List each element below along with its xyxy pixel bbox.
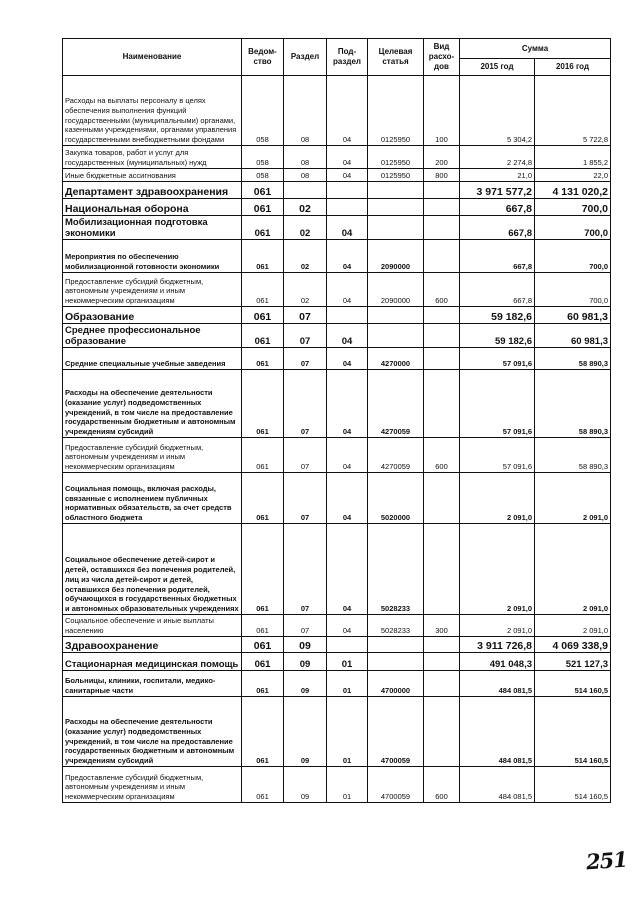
row-name: Образование <box>63 307 242 324</box>
row-sum-2016: 1 855,2 <box>535 146 611 169</box>
row-dept: 061 <box>242 273 284 307</box>
row-target <box>368 653 424 671</box>
row-sum-2016: 58 890,3 <box>535 370 611 438</box>
row-sum-2016: 58 890,3 <box>535 348 611 370</box>
table-row <box>63 348 611 370</box>
row-kind: 200 <box>424 146 460 169</box>
budget-table <box>62 38 611 803</box>
row-sum-2015: 2 091,0 <box>460 615 535 637</box>
row-dept: 061 <box>242 182 284 199</box>
row-kind <box>424 324 460 348</box>
table-row <box>63 199 611 216</box>
row-sum-2015: 59 182,6 <box>460 307 535 324</box>
row-subsection: 04 <box>327 524 368 615</box>
row-sum-2015: 3 911 726,8 <box>460 637 535 653</box>
row-sum-2015: 491 048,3 <box>460 653 535 671</box>
row-dept: 061 <box>242 324 284 348</box>
row-subsection: 04 <box>327 438 368 473</box>
row-dept: 061 <box>242 370 284 438</box>
table-row <box>63 524 611 615</box>
row-subsection: 04 <box>327 273 368 307</box>
row-sum-2015: 57 091,6 <box>460 370 535 438</box>
row-name: Иные бюджетные ассигнования <box>63 169 242 182</box>
row-section: 07 <box>284 307 327 324</box>
table-row <box>63 473 611 524</box>
row-name: Мероприятия по обеспечению мобилизационной готовности экономики <box>63 240 242 273</box>
row-dept: 058 <box>242 169 284 182</box>
row-subsection <box>327 199 368 216</box>
row-kind: 300 <box>424 615 460 637</box>
row-kind <box>424 240 460 273</box>
row-kind <box>424 697 460 767</box>
col-sum-header: Сумма <box>460 39 611 59</box>
row-subsection: 04 <box>327 473 368 524</box>
table-row <box>63 146 611 169</box>
row-subsection <box>327 307 368 324</box>
row-sum-2015: 3 971 577,2 <box>460 182 535 199</box>
row-sum-2015: 484 081,5 <box>460 767 535 803</box>
row-sum-2016: 700,0 <box>535 216 611 240</box>
row-target: 5028233 <box>368 524 424 615</box>
row-subsection: 04 <box>327 169 368 182</box>
row-subsection: 04 <box>327 324 368 348</box>
row-section: 07 <box>284 348 327 370</box>
row-sum-2016: 700,0 <box>535 240 611 273</box>
row-subsection: 04 <box>327 76 368 146</box>
row-sum-2016: 60 981,3 <box>535 307 611 324</box>
row-target <box>368 182 424 199</box>
row-dept: 061 <box>242 473 284 524</box>
row-dept: 061 <box>242 767 284 803</box>
row-section: 07 <box>284 524 327 615</box>
row-target: 0125950 <box>368 169 424 182</box>
row-kind <box>424 216 460 240</box>
row-target: 4270059 <box>368 370 424 438</box>
table-row <box>63 76 611 146</box>
row-target: 0125950 <box>368 146 424 169</box>
row-name: Расходы на обеспечение деятельности (оказание услуг) подведомственных учреждений, в том числе на предоставление государственных бюджетным и автономным учреждениям субсидий <box>63 697 242 767</box>
row-subsection: 04 <box>327 615 368 637</box>
row-section: 07 <box>284 324 327 348</box>
row-kind: 600 <box>424 438 460 473</box>
row-subsection: 01 <box>327 671 368 697</box>
table-row <box>63 324 611 348</box>
row-target <box>368 324 424 348</box>
row-sum-2015: 57 091,6 <box>460 348 535 370</box>
row-target: 4270000 <box>368 348 424 370</box>
row-kind <box>424 348 460 370</box>
row-dept: 061 <box>242 697 284 767</box>
col-dept-header: Ведом-ство <box>242 39 284 76</box>
table-row <box>63 438 611 473</box>
table-row <box>63 615 611 637</box>
row-subsection: 01 <box>327 653 368 671</box>
row-kind <box>424 637 460 653</box>
row-dept: 061 <box>242 438 284 473</box>
row-section: 07 <box>284 438 327 473</box>
row-kind <box>424 182 460 199</box>
row-sum-2015: 2 091,0 <box>460 473 535 524</box>
row-target <box>368 637 424 653</box>
row-sum-2016: 2 091,0 <box>535 615 611 637</box>
row-name: Предоставление субсидий бюджетным, автономным учреждениям и иным некоммерческим организациям <box>63 273 242 307</box>
row-sum-2016: 4 131 020,2 <box>535 182 611 199</box>
row-sum-2015: 667,8 <box>460 199 535 216</box>
row-section: 02 <box>284 216 327 240</box>
row-sum-2015: 484 081,5 <box>460 671 535 697</box>
row-dept: 061 <box>242 348 284 370</box>
table-row <box>63 216 611 240</box>
row-name: Закупка товаров, работ и услуг для государственных (муниципальных) нужд <box>63 146 242 169</box>
table-row <box>63 671 611 697</box>
row-name: Расходы на обеспечение деятельности (оказание услуг) подведомственных учреждений, в том числе на предоставление государственным бюджетным и автономным учреждениям субсидий <box>63 370 242 438</box>
row-target: 2090000 <box>368 240 424 273</box>
row-subsection: 04 <box>327 240 368 273</box>
row-dept: 058 <box>242 146 284 169</box>
row-name: Средние специальные учебные заведения <box>63 348 242 370</box>
row-section: 09 <box>284 767 327 803</box>
row-section: 07 <box>284 370 327 438</box>
row-section: 09 <box>284 653 327 671</box>
row-name: Социальная помощь, включая расходы, связанные с исполнением публичных нормативных обязательств, за счет средств областного бюджета <box>63 473 242 524</box>
table-row <box>63 697 611 767</box>
row-sum-2015: 484 081,5 <box>460 697 535 767</box>
row-target: 0125950 <box>368 76 424 146</box>
row-target: 4700059 <box>368 767 424 803</box>
row-subsection: 04 <box>327 370 368 438</box>
row-kind <box>424 653 460 671</box>
col-target-header: Целевая статья <box>368 39 424 76</box>
row-section <box>284 182 327 199</box>
row-name: Стационарная медицинская помощь <box>63 653 242 671</box>
row-sum-2015: 21,0 <box>460 169 535 182</box>
row-dept: 061 <box>242 240 284 273</box>
row-kind <box>424 370 460 438</box>
row-subsection: 01 <box>327 767 368 803</box>
row-section: 08 <box>284 169 327 182</box>
table-row <box>63 169 611 182</box>
row-subsection: 04 <box>327 348 368 370</box>
table-row <box>63 182 611 199</box>
row-section: 09 <box>284 671 327 697</box>
row-kind <box>424 199 460 216</box>
table-row <box>63 767 611 803</box>
row-kind: 800 <box>424 169 460 182</box>
row-dept: 058 <box>242 76 284 146</box>
row-section: 09 <box>284 637 327 653</box>
row-dept: 061 <box>242 637 284 653</box>
row-sum-2015: 667,8 <box>460 273 535 307</box>
row-kind <box>424 307 460 324</box>
row-sum-2016: 2 091,0 <box>535 524 611 615</box>
row-sum-2016: 700,0 <box>535 199 611 216</box>
table-row <box>63 370 611 438</box>
row-dept: 061 <box>242 307 284 324</box>
table-row <box>63 653 611 671</box>
row-name: Расходы на выплаты персоналу в целях обеспечения выполнения функций государственными (муниципальными) органами, казенными учреждениями, органами управления государственными внебюджетными фондами <box>63 76 242 146</box>
row-dept: 061 <box>242 199 284 216</box>
table-row <box>63 307 611 324</box>
row-sum-2016: 5 722,8 <box>535 76 611 146</box>
row-name: Социальное обеспечение и иные выплаты населению <box>63 615 242 637</box>
row-kind <box>424 671 460 697</box>
row-target: 4270059 <box>368 438 424 473</box>
row-sum-2015: 667,8 <box>460 216 535 240</box>
row-section: 09 <box>284 697 327 767</box>
row-target <box>368 216 424 240</box>
table-body <box>63 76 611 803</box>
row-sum-2016: 60 981,3 <box>535 324 611 348</box>
row-kind: 100 <box>424 76 460 146</box>
row-name: Социальное обеспечение детей-сирот и детей, оставшихся без попечения родителей, лиц из числа детей-сирот и детей, оставшихся без попечения родителей, обучающихся в государственных бюджетных и автономных образовательных учреждениях <box>63 524 242 615</box>
row-section: 08 <box>284 76 327 146</box>
col-kind-header: Вид расхо-дов <box>424 39 460 76</box>
row-target <box>368 199 424 216</box>
row-section: 02 <box>284 240 327 273</box>
row-sum-2015: 667,8 <box>460 240 535 273</box>
row-kind: 600 <box>424 273 460 307</box>
row-dept: 061 <box>242 216 284 240</box>
col-year-2016-header: 2016 год <box>535 59 611 76</box>
col-subsection-header: Под-раздел <box>327 39 368 76</box>
row-name: Среднее профессиональное образование <box>63 324 242 348</box>
row-dept: 061 <box>242 615 284 637</box>
row-sum-2015: 59 182,6 <box>460 324 535 348</box>
row-section: 07 <box>284 473 327 524</box>
row-sum-2015: 5 304,2 <box>460 76 535 146</box>
row-subsection: 04 <box>327 216 368 240</box>
row-kind <box>424 524 460 615</box>
table-row <box>63 240 611 273</box>
row-name: Департамент здравоохранения <box>63 182 242 199</box>
table-row <box>63 273 611 307</box>
row-name: Мобилизационная подготовка экономики <box>63 216 242 240</box>
row-sum-2015: 2 274,8 <box>460 146 535 169</box>
row-sum-2016: 514 160,5 <box>535 697 611 767</box>
row-sum-2016: 58 890,3 <box>535 438 611 473</box>
col-section-header: Раздел <box>284 39 327 76</box>
page-number: 251 <box>585 846 628 875</box>
row-name: Предоставление субсидий бюджетным, автономным учреждениям и иным некоммерческим организациям <box>63 438 242 473</box>
row-target: 5020000 <box>368 473 424 524</box>
row-sum-2015: 2 091,0 <box>460 524 535 615</box>
row-target: 4700059 <box>368 697 424 767</box>
col-name-header: Наименование <box>63 39 242 76</box>
row-sum-2016: 4 069 338,9 <box>535 637 611 653</box>
row-subsection <box>327 637 368 653</box>
row-subsection: 04 <box>327 146 368 169</box>
row-sum-2016: 22,0 <box>535 169 611 182</box>
row-sum-2016: 2 091,0 <box>535 473 611 524</box>
row-section: 08 <box>284 146 327 169</box>
row-target <box>368 307 424 324</box>
row-sum-2016: 700,0 <box>535 273 611 307</box>
row-section: 02 <box>284 273 327 307</box>
row-sum-2016: 521 127,3 <box>535 653 611 671</box>
row-dept: 061 <box>242 653 284 671</box>
row-kind <box>424 473 460 524</box>
row-dept: 061 <box>242 671 284 697</box>
row-name: Национальная оборона <box>63 199 242 216</box>
row-target: 5028233 <box>368 615 424 637</box>
row-name: Здравоохранение <box>63 637 242 653</box>
row-subsection <box>327 182 368 199</box>
row-dept: 061 <box>242 524 284 615</box>
table-row <box>63 637 611 653</box>
row-target: 4700000 <box>368 671 424 697</box>
row-kind: 600 <box>424 767 460 803</box>
row-name: Предоставление субсидий бюджетным, автономным учреждениям и иным некоммерческим организациям <box>63 767 242 803</box>
row-sum-2015: 57 091,6 <box>460 438 535 473</box>
row-target: 2090000 <box>368 273 424 307</box>
row-section: 02 <box>284 199 327 216</box>
row-subsection: 01 <box>327 697 368 767</box>
row-name: Больницы, клиники, госпитали, медико-санитарные части <box>63 671 242 697</box>
row-sum-2016: 514 160,5 <box>535 671 611 697</box>
row-section: 07 <box>284 615 327 637</box>
row-sum-2016: 514 160,5 <box>535 767 611 803</box>
col-year-2015-header: 2015 год <box>460 59 535 76</box>
